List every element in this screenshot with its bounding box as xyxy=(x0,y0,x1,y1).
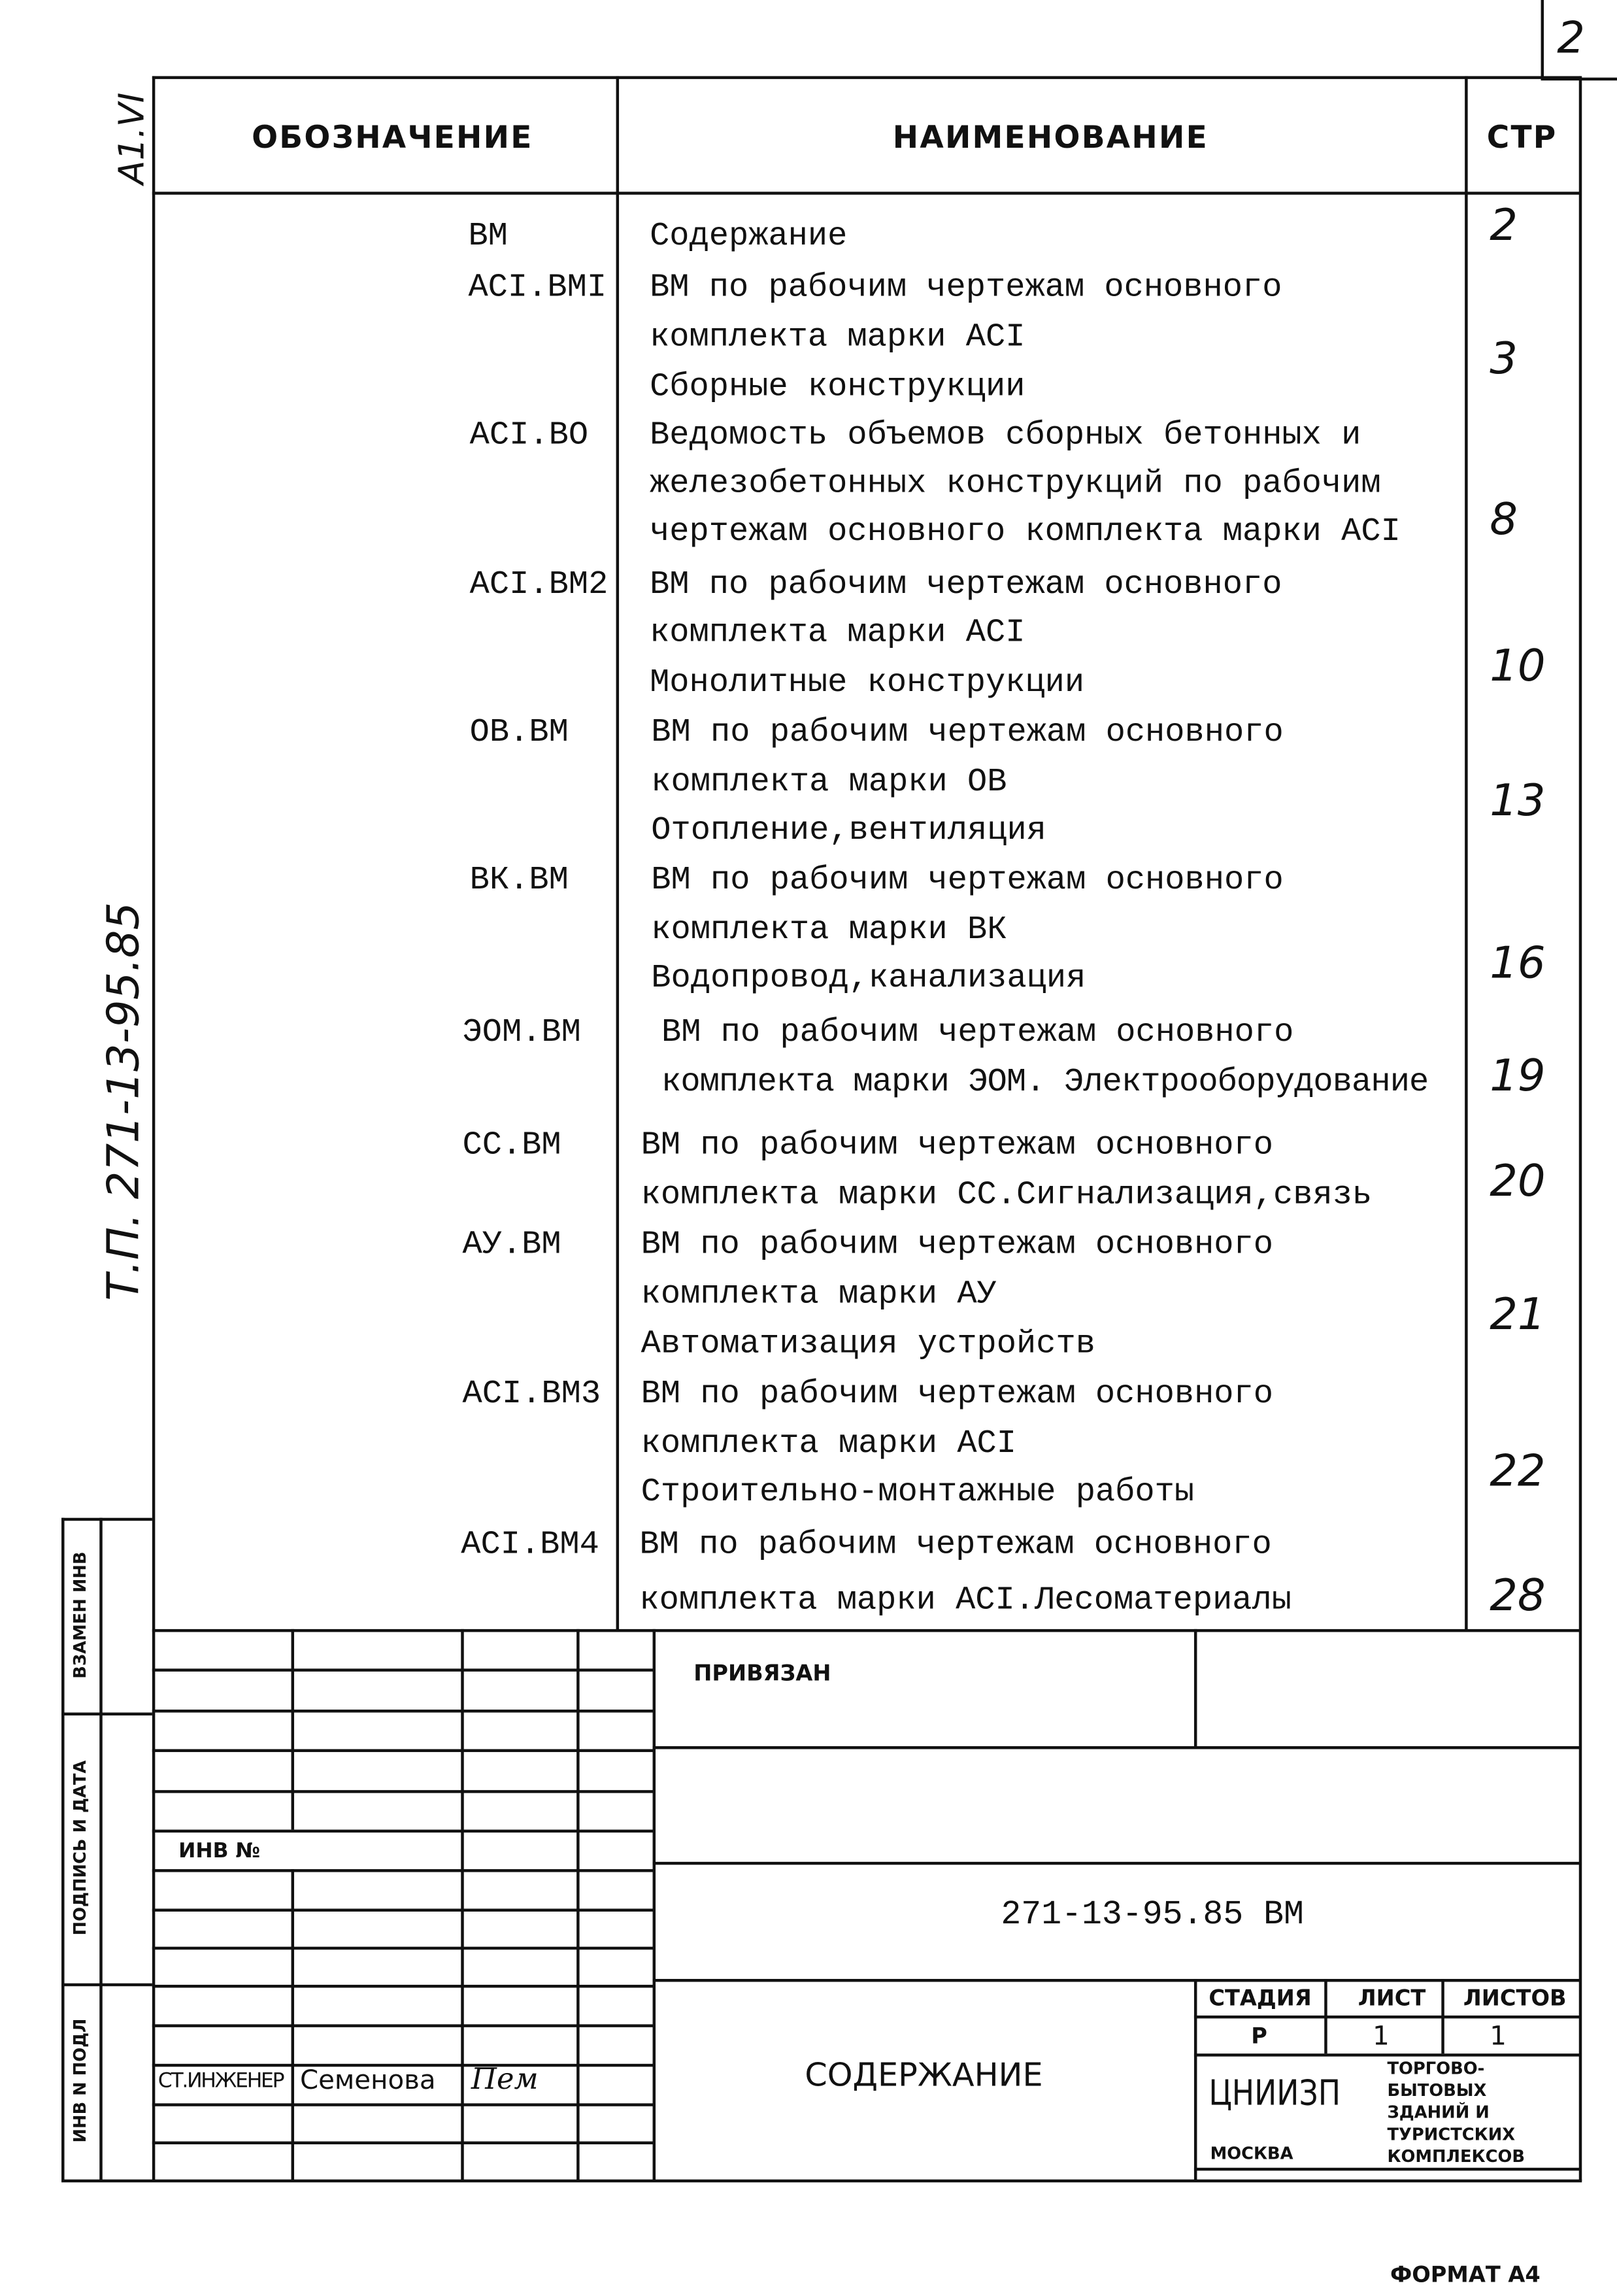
entry-line: ВМ по рабочим чертежам основного xyxy=(641,1224,1274,1264)
entry-line: ВМ по рабочим чертежам основного xyxy=(641,1125,1274,1164)
rule-line xyxy=(653,1746,1580,1749)
person-name: Семенова xyxy=(299,2065,436,2097)
stage-value: Р xyxy=(1251,2023,1267,2050)
entry-line: комплекта марки ВК xyxy=(651,910,1007,949)
rule-line xyxy=(653,1629,656,2181)
entry-code: АУ.ВМ xyxy=(462,1224,561,1264)
entry-line: железобетонных конструкций по рабочим xyxy=(650,464,1381,502)
rule-line xyxy=(1465,76,1467,1630)
side-label-sign-date: ПОДПИСЬ И ДАТА xyxy=(69,1760,90,1936)
entry-line: комплекта марки СС.Сигнализация,связь xyxy=(641,1175,1373,1214)
entry-page: 22 xyxy=(1490,1446,1546,1498)
rule-line xyxy=(292,1629,294,1830)
entry-line: комплекта марки ACI.Лесоматериалы xyxy=(639,1581,1292,1619)
entry-code: ACI.BM4 xyxy=(461,1525,599,1564)
entry-code: OB.BM xyxy=(469,713,569,751)
rule-line xyxy=(292,1869,294,2181)
department-line: ЗДАНИЙ И xyxy=(1387,2101,1490,2123)
entry-page: 13 xyxy=(1490,775,1546,827)
entry-line: Монолитные конструкции xyxy=(650,663,1085,701)
entry-line: Водопровод,канализация xyxy=(651,958,1086,997)
entry-page: 8 xyxy=(1490,494,1518,547)
inv-no-label: ИНВ № xyxy=(178,1840,261,1864)
entry-code: ACI.BM2 xyxy=(469,565,608,603)
header-designation: ОБОЗНАЧЕНИЕ xyxy=(252,120,533,156)
department-line: ТУРИСТСКИХ xyxy=(1387,2123,1516,2144)
linked-label: ПРИВЯЗАН xyxy=(693,1659,831,1687)
entry-code: СС.ВМ xyxy=(462,1125,561,1164)
entry-line: ВМ по рабочим чертежам основного xyxy=(650,565,1282,603)
rule-line xyxy=(1579,76,1582,2181)
department xyxy=(1387,2058,1525,2167)
department-line: БЫТОВЫХ xyxy=(1387,2080,1487,2101)
entry-line: ВМ по рабочим чертежам основного xyxy=(641,1374,1274,1413)
entry-line: ВМ по рабочим чертежам основного xyxy=(651,713,1284,751)
entry-line: комплекта марки OB xyxy=(651,762,1007,801)
entry-line: ВМ по рабочим чертежам основного xyxy=(661,1013,1294,1051)
side-label-inv-orig: ИНВ N ПОДЛ xyxy=(69,2018,90,2143)
sheets-value: 1 xyxy=(1490,2021,1507,2052)
stage-label: СТАДИЯ xyxy=(1209,1984,1312,2012)
sheet-number: 2 xyxy=(1557,13,1585,65)
entry-code: ВМ xyxy=(468,216,508,255)
rule-line xyxy=(1541,0,1544,78)
rule-line xyxy=(461,1629,463,2181)
entry-line: Ведомость объемов сборных бетонных и xyxy=(650,415,1361,454)
rule-line xyxy=(61,2180,1582,2182)
rule-line xyxy=(61,1518,64,2181)
entry-page: 19 xyxy=(1490,1051,1546,1102)
side-code: А1.VI xyxy=(111,92,152,185)
role: СТ.ИНЖЕНЕР xyxy=(158,2069,284,2093)
signature: Пем xyxy=(471,2061,539,2097)
entry-line: комплекта марки ACI xyxy=(641,1424,1017,1462)
entry-line: Содержание xyxy=(650,216,848,255)
entry-page: 2 xyxy=(1490,200,1518,252)
entry-code: ВК.ВМ xyxy=(469,860,569,899)
entry-page: 20 xyxy=(1490,1156,1546,1208)
rule-line xyxy=(1194,2016,1580,2018)
entry-line: ВМ по рабочим чертежам основного xyxy=(651,860,1284,899)
entry-page: 16 xyxy=(1490,938,1546,990)
entry-line: Отопление,вентиляция xyxy=(651,811,1046,849)
format-label: ФОРМАТ А4 xyxy=(1390,2261,1541,2288)
rule-line xyxy=(653,1862,1580,1865)
entry-line: комплекта марки ЭОМ. Электрооборудование xyxy=(661,1062,1429,1101)
city: МОСКВА xyxy=(1210,2142,1293,2164)
entry-line: Строительно-монтажные работы xyxy=(641,1472,1195,1511)
header-page: СТР xyxy=(1486,120,1558,156)
header-name: НАИМЕНОВАНИЕ xyxy=(892,120,1209,156)
rule-line xyxy=(1194,2168,1580,2170)
rule-line xyxy=(576,1629,579,2181)
sheet-label: ЛИСТ xyxy=(1358,1984,1426,2012)
sheet-value: 1 xyxy=(1373,2021,1390,2052)
rule-line xyxy=(616,76,619,1630)
entry-page: 21 xyxy=(1490,1289,1546,1341)
entry-line: комплекта марки ACI xyxy=(650,613,1025,652)
entry-line: ВМ по рабочим чертежам основного xyxy=(650,267,1282,306)
rule-line xyxy=(152,1629,1580,1632)
document-title: СОДЕРЖАНИЕ xyxy=(805,2057,1043,2095)
entry-line: Сборные конструкции xyxy=(650,367,1025,406)
rule-line xyxy=(1194,1629,1197,1746)
entry-line: чертежам основного комплекта марки ACI xyxy=(650,512,1401,550)
rule-line xyxy=(152,192,1580,194)
department-line: ТОРГОВО- xyxy=(1387,2057,1485,2079)
entry-line: Автоматизация устройств xyxy=(641,1325,1095,1363)
entry-page: 28 xyxy=(1490,1570,1546,1622)
rule-line xyxy=(1194,1979,1197,2181)
entry-code: ЭОМ.ВМ xyxy=(462,1013,581,1051)
entry-code: ACI.BM3 xyxy=(462,1374,601,1413)
entry-page: 3 xyxy=(1490,333,1518,385)
side-label-replaced-inv: ВЗАМЕН ИНВ xyxy=(69,1551,90,1679)
side-project-number: Т.П. 271-13-95.85 xyxy=(99,902,150,1301)
entry-line: комплекта марки АУ xyxy=(641,1275,997,1313)
entry-line: ВМ по рабочим чертежам основного xyxy=(639,1525,1272,1564)
rule-line xyxy=(61,1518,152,1521)
entry-code: ACI.BO xyxy=(469,415,589,454)
rule-line xyxy=(61,1713,152,1715)
rule-line xyxy=(152,76,155,2181)
document-code: 271-13-95.85 ВМ xyxy=(1001,1895,1304,1934)
rule-line xyxy=(99,1518,102,2181)
rule-line xyxy=(61,1984,152,1986)
sheets-label: ЛИСТОВ xyxy=(1463,1984,1567,2012)
entry-page: 10 xyxy=(1490,641,1546,692)
department-line: КОМПЛЕКСОВ xyxy=(1387,2145,1525,2167)
entry-line: комплекта марки ACI xyxy=(650,317,1025,356)
rule-line xyxy=(152,76,1580,78)
organization: ЦНИИЗП xyxy=(1209,2072,1341,2114)
entry-code: ACI.BMI xyxy=(468,267,607,306)
